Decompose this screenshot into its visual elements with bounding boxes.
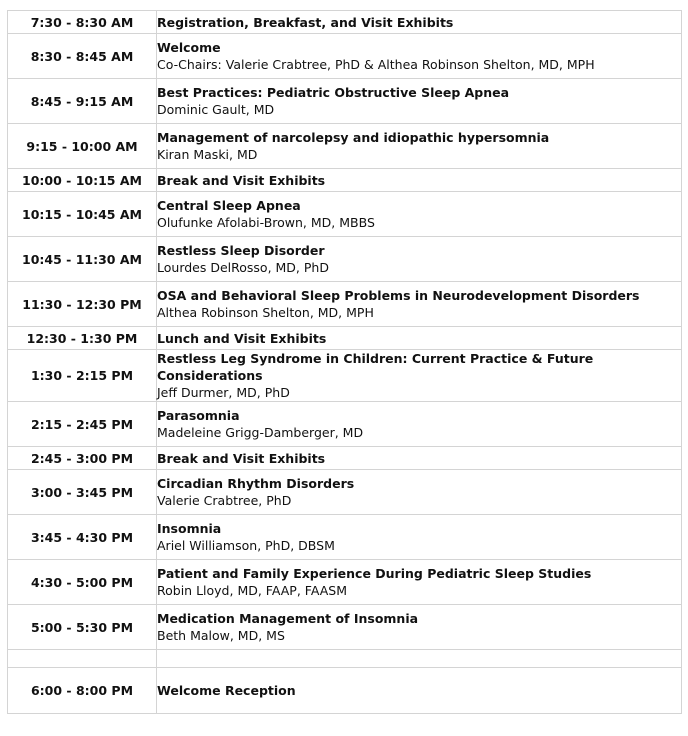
time-cell: 3:45 - 4:30 PM xyxy=(8,515,157,560)
session-speaker: Althea Robinson Shelton, MD, MPH xyxy=(157,305,374,320)
session-title: Lunch and Visit Exhibits xyxy=(157,330,327,346)
session-cell xyxy=(157,560,682,605)
time-cell: 3:00 - 3:45 PM xyxy=(8,470,157,515)
time-cell: 12:30 - 1:30 PM xyxy=(8,327,157,350)
session-title: Patient and Family Experience During Pediatric Sleep Studies xyxy=(157,566,592,581)
table-row xyxy=(8,282,682,327)
table-row xyxy=(8,668,682,714)
time-cell: 1:30 - 2:15 PM xyxy=(8,350,157,402)
time-cell: 10:15 - 10:45 AM xyxy=(8,192,157,237)
table-row xyxy=(8,79,682,124)
session-title: Management of narcolepsy and idiopathic hypersomnia xyxy=(157,130,550,145)
session-cell xyxy=(157,605,682,650)
session-speaker: Lourdes DelRosso, MD, PhD xyxy=(157,260,329,275)
table-row xyxy=(8,34,682,79)
time-cell xyxy=(8,650,157,668)
time-cell: 8:30 - 8:45 AM xyxy=(8,34,157,79)
session-speaker: Olufunke Afolabi-Brown, MD, MBBS xyxy=(157,215,375,230)
time-cell: 9:15 - 10:00 AM xyxy=(8,124,157,169)
session-cell xyxy=(157,327,682,350)
session-cell xyxy=(157,402,682,447)
session-cell xyxy=(157,350,682,402)
time-cell: 10:45 - 11:30 AM xyxy=(8,237,157,282)
table-row xyxy=(8,402,682,447)
session-title: Medication Management of Insomnia xyxy=(157,611,419,626)
session-title: Welcome Reception xyxy=(157,683,296,698)
time-cell: 10:00 - 10:15 AM xyxy=(8,169,157,192)
session-cell xyxy=(157,34,682,79)
session-speaker: Beth Malow, MD, MS xyxy=(157,628,285,643)
session-speaker: Co-Chairs: Valerie Crabtree, PhD & Althea Robinson Shelton, MD, MPH xyxy=(157,57,595,72)
session-cell xyxy=(157,192,682,237)
table-row xyxy=(8,237,682,282)
session-cell xyxy=(157,124,682,169)
session-title: Parasomnia xyxy=(157,408,240,423)
table-row xyxy=(8,124,682,169)
session-cell xyxy=(157,282,682,327)
table-row xyxy=(8,605,682,650)
session-speaker: Jeff Durmer, MD, PhD xyxy=(157,385,290,400)
time-cell: 11:30 - 12:30 PM xyxy=(8,282,157,327)
table-row xyxy=(8,515,682,560)
session-title: Break and Visit Exhibits xyxy=(157,172,326,188)
table-row xyxy=(8,327,682,350)
session-speaker: Ariel Williamson, PhD, DBSM xyxy=(157,538,335,553)
table-row xyxy=(8,192,682,237)
table-row xyxy=(8,11,682,34)
session-title: Registration, Breakfast, and Visit Exhibits xyxy=(157,14,454,30)
session-speaker: Dominic Gault, MD xyxy=(157,102,275,117)
session-cell xyxy=(157,79,682,124)
time-cell: 7:30 - 8:30 AM xyxy=(8,11,157,34)
session-title: Best Practices: Pediatric Obstructive Sleep Apnea xyxy=(157,85,510,100)
time-cell: 4:30 - 5:00 PM xyxy=(8,560,157,605)
session-title: Circadian Rhythm Disorders xyxy=(157,476,355,491)
table-row xyxy=(8,560,682,605)
session-cell xyxy=(157,650,682,668)
session-title: Insomnia xyxy=(157,521,222,536)
time-cell: 6:00 - 8:00 PM xyxy=(8,668,157,714)
session-speaker: Kiran Maski, MD xyxy=(157,147,258,162)
schedule-table xyxy=(7,10,682,714)
time-cell: 5:00 - 5:30 PM xyxy=(8,605,157,650)
session-title: Restless Sleep Disorder xyxy=(157,243,325,258)
session-title: OSA and Behavioral Sleep Problems in Neurodevelopment Disorders xyxy=(157,288,640,303)
session-speaker: Robin Lloyd, MD, FAAP, FAASM xyxy=(157,583,347,598)
session-cell xyxy=(157,11,682,34)
session-title: Welcome xyxy=(157,40,221,55)
session-speaker: Valerie Crabtree, PhD xyxy=(157,493,292,508)
session-cell xyxy=(157,668,682,714)
table-row xyxy=(8,447,682,470)
session-title: Restless Leg Syndrome in Children: Current Practice & Future Considerations xyxy=(157,351,594,383)
session-cell xyxy=(157,515,682,560)
table-row xyxy=(8,470,682,515)
table-row xyxy=(8,650,682,668)
session-cell xyxy=(157,447,682,470)
session-speaker: Madeleine Grigg-Damberger, MD xyxy=(157,425,364,440)
session-cell xyxy=(157,470,682,515)
session-title: Central Sleep Apnea xyxy=(157,198,301,213)
time-cell: 8:45 - 9:15 AM xyxy=(8,79,157,124)
time-cell: 2:45 - 3:00 PM xyxy=(8,447,157,470)
table-row xyxy=(8,169,682,192)
session-cell xyxy=(157,169,682,192)
time-cell: 2:15 - 2:45 PM xyxy=(8,402,157,447)
table-row xyxy=(8,350,682,402)
session-title: Break and Visit Exhibits xyxy=(157,450,326,466)
session-cell xyxy=(157,237,682,282)
